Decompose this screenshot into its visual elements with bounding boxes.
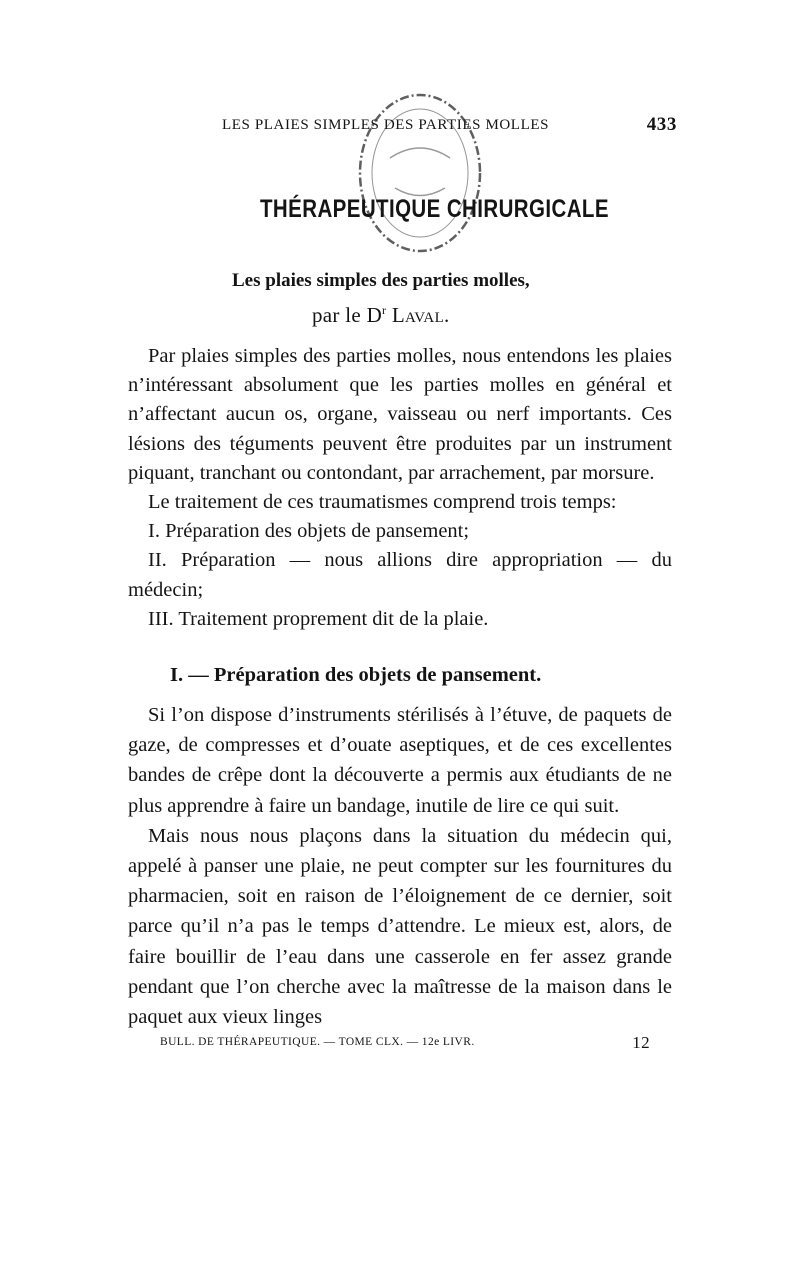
section-title: THÉRAPEUTIQUE CHIRURGICALE [260,195,609,223]
paragraph: Par plaies simples des parties molles, nous entendons les plaies n’intéressant absolument que les parties molles en général et n’affectant aucun os, organe, vaisseau ou nerf importants. Ces lésions des téguments peuvent être produites par un instrument piquant, tranchant ou contondant, par arrachement, par morsure. [128,345,672,484]
intro-text [128,342,672,634]
byline-author: Laval. [391,303,450,327]
byline-prefix: par le D [312,303,383,327]
running-head-title: LES PLAIES SIMPLES DES PARTIES MOLLES [222,117,550,133]
byline [312,303,450,328]
footer [160,1033,650,1052]
paragraph: Si l’on dispose d’instruments stérilisés à l’étuve, de paquets de gaze, de compresses et d’ouate aseptiques, et de ces excellentes bandes de crêpe dont la découverte a permis aux étudiants de ne plus apprendre à faire un bandage, inutile de lire ce qui suit. [128,704,672,817]
section-text [128,700,672,1032]
page-number: 433 [646,114,677,135]
library-stamp-icon [340,78,500,278]
paragraph: Mais nous nous plaçons dans la situation du médecin qui, appelé à panser une plaie, ne peut compter sur les fournitures du pharmacien, soit en raison de l’éloignement de ce dernier, soit parce qu’il n’a pas le temps d’attendre. Le mieux est, alors, de faire bouillir de l’eau dans une casserole en fer assez grande pendant que l’on cherche avec la maîtresse de la maison dans le paquet aux vieux linges [128,824,672,1029]
sheet-number: 12 [632,1033,650,1052]
byline-sup: r [382,303,387,317]
article-title: Les plaies simples des parties molles, [232,270,530,291]
list-item: III. Traitement proprement dit de la plaie. [148,607,489,630]
running-head [222,114,677,135]
subheading: I. — Préparation des objets de pansement. [170,664,542,686]
list-item: II. Préparation — nous allions dire appropriation — du médecin; [128,549,672,601]
footer-text: BULL. DE THÉRAPEUTIQUE. — TOME CLX. — 12e LIVR. [160,1036,475,1048]
list-item: I. Préparation des objets de pansement; [148,520,470,543]
paragraph: Le traitement de ces traumatismes comprend trois temps: [148,491,617,514]
